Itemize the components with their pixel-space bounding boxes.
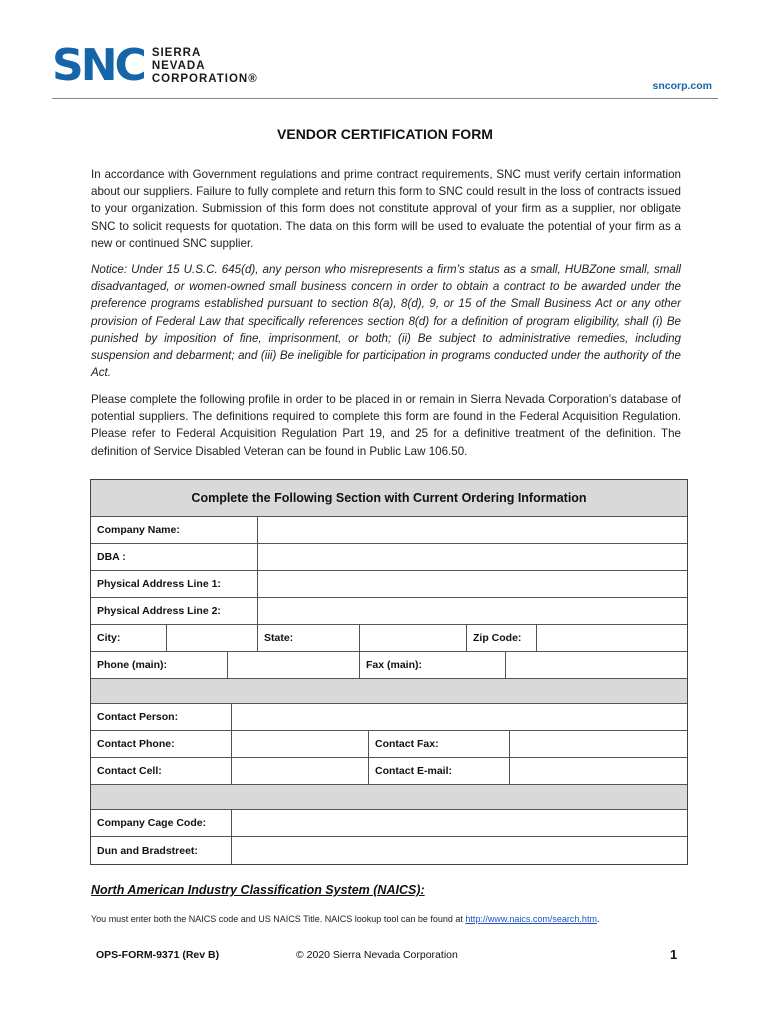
company-name-field[interactable]	[258, 517, 687, 543]
company-name-label: Company Name:	[91, 517, 258, 543]
form-row-address2	[91, 598, 687, 625]
fax-main-label: Fax (main):	[360, 652, 506, 678]
page-header	[52, 40, 718, 98]
zip-field[interactable]	[537, 625, 687, 651]
address2-label: Physical Address Line 2:	[91, 598, 258, 624]
form-row-cage-code	[91, 810, 687, 837]
website-link[interactable]: sncorp.com	[652, 80, 712, 92]
cage-code-label: Company Cage Code:	[91, 810, 232, 836]
logo-mark: SNC	[52, 40, 144, 91]
zip-label: Zip Code:	[467, 625, 537, 651]
copyright: © 2020 Sierra Nevada Corporation	[296, 949, 458, 961]
naics-lookup-link[interactable]: http://www.naics.com/search.htm	[465, 914, 597, 924]
dba-field[interactable]	[258, 544, 687, 570]
contact-cell-label: Contact Cell:	[91, 758, 232, 784]
intro-paragraph: In accordance with Government regulations and prime contract requirements, SNC must verify certain information about our suppliers. Failure to fully complete and return this form to SNC could result in the loss of contracts issued to your organization. Submission of this form does not constitute approval of your firm as a supplier, nor obligate SNC to solicit requests for quotation. The data on this form will be used to evaluate the potential of your firm as a new or continued SNC supplier.	[91, 168, 681, 250]
form-row-contact-phone-fax	[91, 731, 687, 758]
form-row-duns	[91, 837, 687, 864]
fax-main-field[interactable]	[506, 652, 687, 678]
contact-phone-field[interactable]	[232, 731, 369, 757]
instructions-paragraph: Please complete the following profile in order to be placed in or remain in Sierra Nevada Corporation’s database of potential suppliers. The definitions required to complete this form are found in the Federal Acquisition Regulation. Please refer to Federal Acquisition Regulation Part 19, and 25 for a definitive treatment of the definition. The definition of Service Disabled Veteran can be found in Public Law 106.50.	[91, 393, 681, 458]
header-divider	[52, 98, 718, 99]
state-label: State:	[258, 625, 360, 651]
contact-email-label: Contact E-mail:	[369, 758, 510, 784]
contact-phone-label: Contact Phone:	[91, 731, 232, 757]
address1-label: Physical Address Line 1:	[91, 571, 258, 597]
ordering-information-form	[90, 479, 688, 865]
city-label: City:	[91, 625, 167, 651]
contact-person-label: Contact Person:	[91, 704, 232, 730]
duns-field[interactable]	[232, 837, 687, 864]
notice-paragraph: Notice: Under 15 U.S.C. 645(d), any person who misrepresents a firm’s status as a small, HUBZone small, small disadvantaged, or women-owned small business concern in order to obtain a contract to be awarded under the preference programs established pursuant to section 8(a), 8(d), 9, or 15 of the Small Business Act or any other provision of Federal Law that specifically references section 8(d) for a definition of program eligibility, shall (i) Be punished by imposition of fine, imprisonment, or both; (ii) Be subject to administrative remedies, including suspension and debarment; and (iii) Be ineligible for participation in programs conducted under the authority of the Act.	[91, 263, 681, 380]
naics-note: You must enter both the NAICS code and US NAICS Title. NAICS lookup tool can be found at http://www.naics.com/search.htm.	[91, 914, 600, 924]
form-separator-row	[91, 785, 687, 810]
form-separator-row	[91, 679, 687, 704]
address1-field[interactable]	[258, 571, 687, 597]
contact-cell-field[interactable]	[232, 758, 369, 784]
cage-code-field[interactable]	[232, 810, 687, 836]
contact-email-field[interactable]	[510, 758, 687, 784]
phone-main-field[interactable]	[228, 652, 360, 678]
contact-fax-label: Contact Fax:	[369, 731, 510, 757]
form-row-contact-cell-email	[91, 758, 687, 785]
dba-label: DBA :	[91, 544, 258, 570]
phone-main-label: Phone (main):	[91, 652, 228, 678]
form-id: OPS-FORM-9371 (Rev B)	[96, 949, 220, 961]
form-row-dba	[91, 544, 687, 571]
contact-person-field[interactable]	[232, 704, 687, 730]
address2-field[interactable]	[258, 598, 687, 624]
duns-label: Dun and Bradstreet:	[91, 837, 232, 864]
form-row-address1	[91, 571, 687, 598]
form-row-city-state-zip	[91, 625, 687, 652]
naics-heading: North American Industry Classification System (NAICS):	[91, 883, 425, 897]
form-row-phone-fax	[91, 652, 687, 679]
city-field[interactable]	[167, 625, 258, 651]
snc-logo	[52, 40, 258, 91]
logo-wordmark: SIERRA NEVADA CORPORATION®	[151, 46, 258, 85]
contact-fax-field[interactable]	[510, 731, 687, 757]
form-row-company-name	[91, 517, 687, 544]
form-section-heading: Complete the Following Section with Current Ordering Information	[91, 480, 687, 517]
form-row-contact-person	[91, 704, 687, 731]
page-title: VENDOR CERTIFICATION FORM	[277, 126, 493, 142]
state-field[interactable]	[360, 625, 467, 651]
page-number: 1	[670, 947, 678, 962]
